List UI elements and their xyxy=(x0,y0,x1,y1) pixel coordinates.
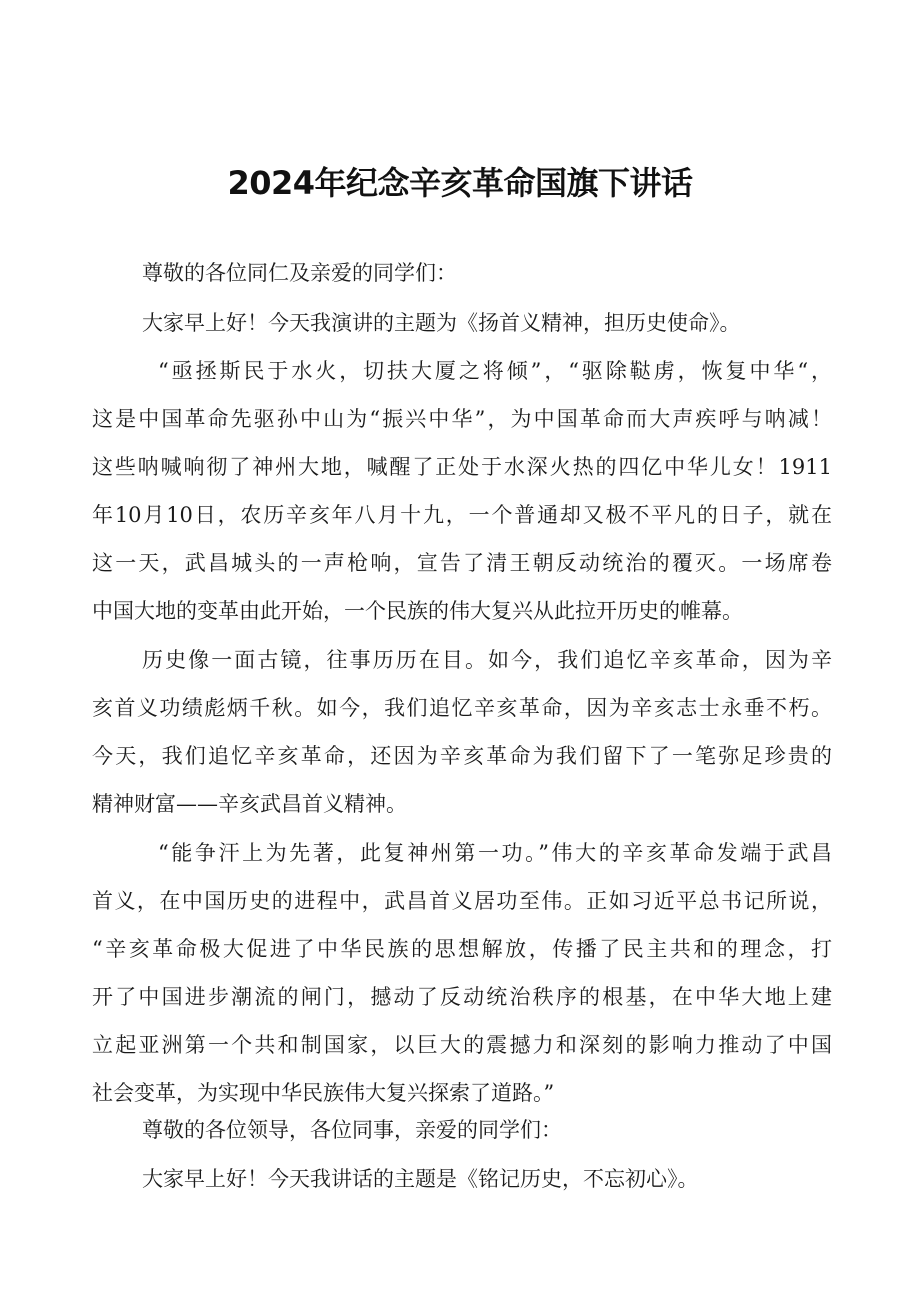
paragraph-line: “亟拯斯民于水火，切扶大厦之将倾”，“驱除鞑虏，恢复中华“， xyxy=(158,359,832,383)
paragraph-line: 历史像一面古镜，往事历历在目。如今，我们追忆辛亥革命，因为辛 xyxy=(142,648,832,672)
paragraph-line: 立起亚洲第一个共和制国家，以巨大的震撼力和深刻的影响力推动了中国 xyxy=(92,1033,832,1057)
document-title: 2024年纪念辛亥革命国旗下讲话 xyxy=(227,164,693,202)
paragraph-line: 这是中国革命先驱孙中山为“振兴中华”，为中国革命而大声疾呼与呐减！ xyxy=(92,407,832,431)
paragraph-line: 这些呐喊响彻了神州大地，喊醒了正处于水深火热的四亿中华儿女！1911 xyxy=(92,455,832,479)
paragraph-line: 精神财富——辛亥武昌首义精神。 xyxy=(92,792,407,816)
greeting-line: 大家早上好！今天我讲话的主题是《铭记历史，不忘初心》。 xyxy=(142,1167,699,1191)
paragraph-line: 亥首义功绩彪炳千秋。如今，我们追忆辛亥革命，因为辛亥志士永垂不朽。 xyxy=(92,696,832,720)
paragraph-line: 中国大地的变革由此开始，一个民族的伟大复兴从此拉开历史的帷幕。 xyxy=(92,599,743,623)
paragraph-line: 这一天，武昌城头的一声枪响，宣告了清王朝反动统治的覆灭。一场席卷 xyxy=(92,551,832,575)
paragraph-line: 首义，在中国历史的进程中，武昌首义居功至伟。正如习近平总书记所说， xyxy=(92,889,832,913)
paragraph-line: “辛亥革命极大促进了中华民族的思想解放，传播了民主共和的理念，打 xyxy=(92,937,832,961)
salutation-line: 尊敬的各位领导，各位同事，亲爱的同学们： xyxy=(142,1118,562,1142)
paragraph-line: 年10月10日，农历辛亥年八月十九，一个普通却又极不平凡的日子，就在 xyxy=(92,503,832,527)
salutation-line: 尊敬的各位同仁及亲爱的同学们： xyxy=(142,261,457,285)
paragraph-line: 今天，我们追忆辛亥革命，还因为辛亥革命为我们留下了一笔弥足珍贵的 xyxy=(92,744,832,768)
paragraph-line: “能争汗上为先著，此复神州第一功。”伟大的辛亥革命发端于武昌 xyxy=(158,841,832,865)
paragraph-line: 社会变革，为实现中华民族伟大复兴探索了道路。” xyxy=(92,1081,555,1105)
greeting-line: 大家早上好！今天我演讲的主题为《扬首义精神，担历史使命》。 xyxy=(142,311,741,335)
paragraph-line: 开了中国进步潮流的闸门，撼动了反动统治秩序的根基，在中华大地上建 xyxy=(92,985,832,1009)
